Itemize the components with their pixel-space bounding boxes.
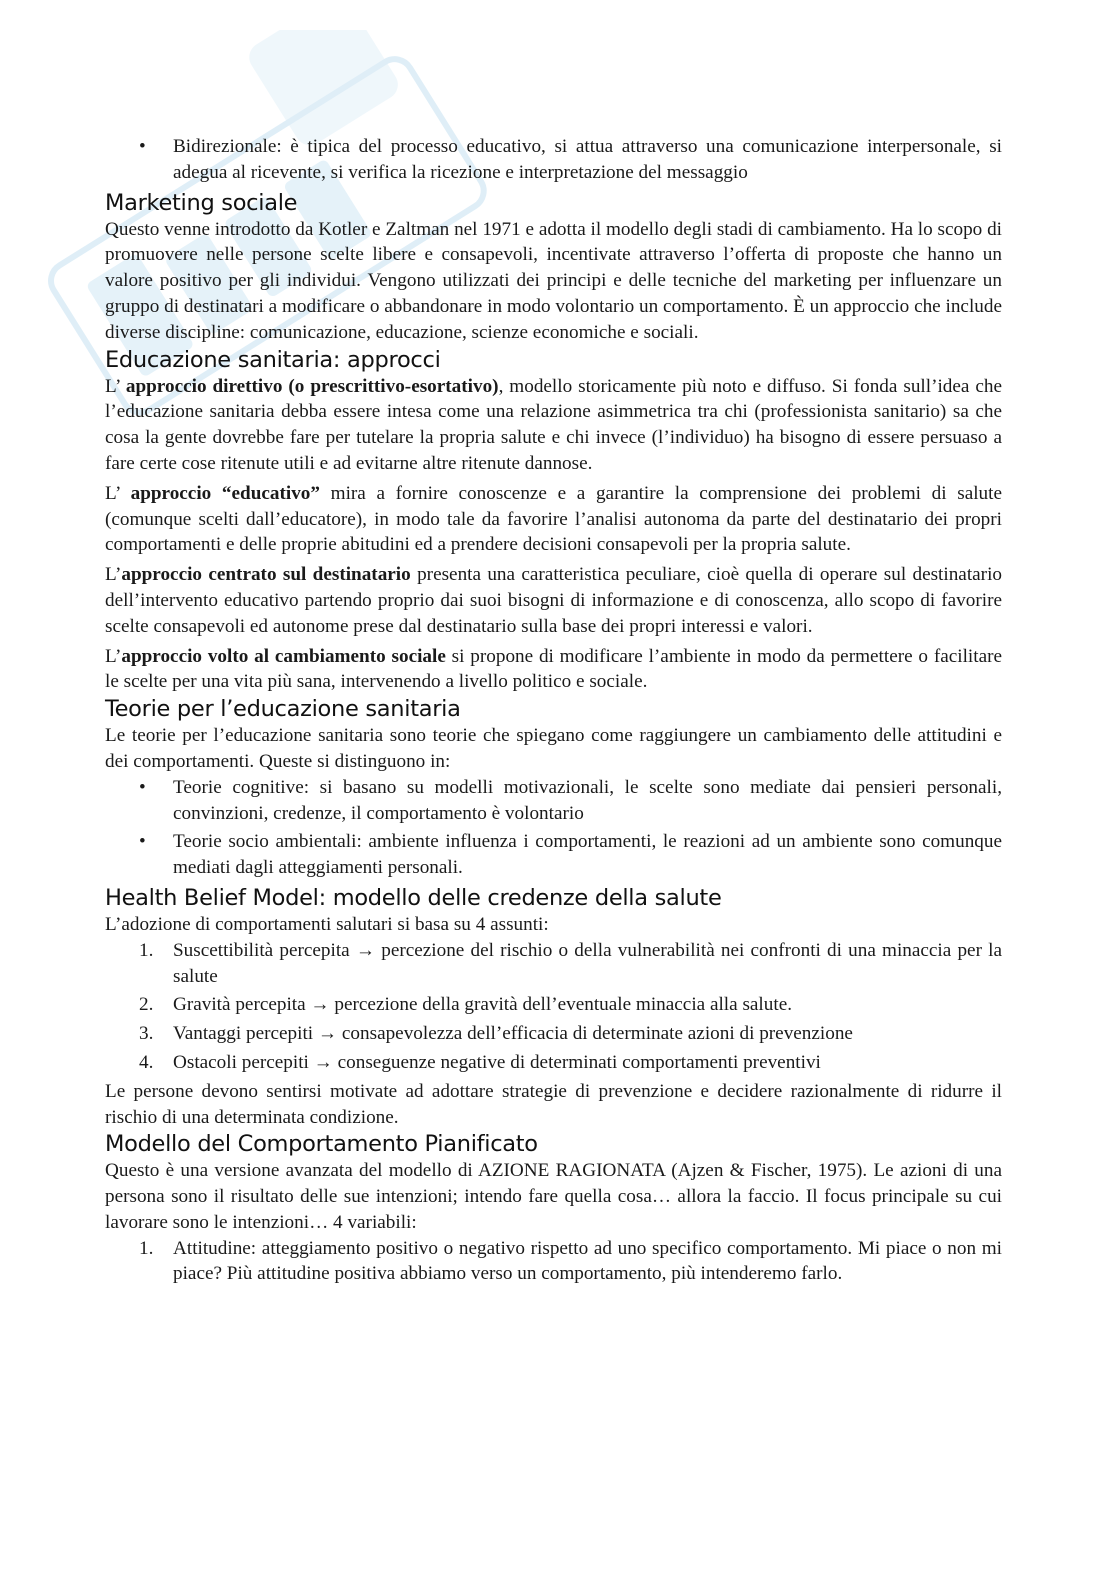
hbm-list [105, 938, 1002, 1076]
list-item: 1. Suscettibilità percepita → percezione del rischio o della vulnerabilità nei confronti di una minaccia per la salute [139, 939, 1002, 987]
approccio-direttivo-paragraph: L’ approccio direttivo (o prescrittivo-esortativo), modello storicamente più noto e diffuso. Si fonda sull’idea che l’educazione sanitaria debba essere intesa come una relazione asimmetrica tra chi (professionista sanitario) sa che cosa la gente dovrebbe fare per tutelare la propria salute e chi invece (l’individuo) ha bisogno di essere persuaso a fare certe cose ritenute utili e ad evitarne altre ritenute dannose. [105, 375, 1002, 474]
hbm-outro: Le persone devono sentirsi motivate ad adottare strategie di prevenzione e decidere razionalmente di ridurre il rischio di una determinata condizione. [105, 1080, 1002, 1128]
top-bullet-list [105, 134, 1002, 186]
section-title-marketing: Marketing sociale [105, 189, 298, 216]
approccio-sociale-paragraph: L’approccio volto al cambiamento sociale si propone di modificare l’ambiente in modo da permettere o facilitare le scelte per una vita più sana, intervenendo a livello politico e sociale. [105, 645, 1002, 693]
pianificato-paragraph: Questo è una versione avanzata del modello di AZIONE RAGIONATA (Ajzen & Fischer, 1975). Le azioni di una persona sono il risultato delle sue intenzioni; intendo fare quella cosa… allora la faccio. Il focus principale su cui lavorare sono le intenzioni… 4 variabili: [105, 1160, 1002, 1233]
document-page [105, 134, 1002, 1290]
list-item: 2. Gravità percepita → percezione della gravità dell’eventuale minaccia alla salute. [139, 994, 793, 1016]
section-title-approcci: Educazione sanitaria: approcci [105, 346, 441, 373]
section-title-pianificato: Modello del Comportamento Pianificato [105, 1131, 538, 1158]
teorie-paragraph: Le teorie per l’educazione sanitaria sono teorie che spiegano come raggiungere un cambiamento delle attitudini e dei comportamenti. Queste si distinguono in: [105, 725, 1002, 772]
list-item: • Teorie socio ambientali: ambiente influenza i comportamenti, le reazioni ad un ambiente sono comunque mediati dagli atteggiamenti personali. [105, 829, 1002, 881]
section-title-hbm: Health Belief Model: modello delle credenze della salute [105, 884, 722, 911]
pianificato-list [105, 1236, 1002, 1288]
hbm-intro: L’adozione di comportamenti salutari si basa su 4 assunti: [105, 913, 549, 935]
list-item: 3. Vantaggi percepiti → consapevolezza dell’efficacia di determinate azioni di prevenzione [139, 1023, 853, 1045]
list-item: • Teorie cognitive: si basano su modelli motivazionali, le scelte sono mediate dai pensieri personali, convinzioni, credenze, il comportamento è volontario [105, 775, 1002, 827]
list-item: 4. Ostacoli percepiti → conseguenze negative di determinati comportamenti preventivi [139, 1051, 821, 1073]
list-item: • Bidirezionale: è tipica del processo educativo, si attua attraverso una comunicazione interpersonale, si adegua al ricevente, si verifica la ricezione e interpretazione del messaggio [105, 134, 1002, 186]
list-item: 1. Attitudine: atteggiamento positivo o negativo rispetto ad uno specifico comportamento. Mi piace o non mi piace? Più attitudine positiva abbiamo verso un comportamento, più intenderemo farlo. [139, 1237, 1002, 1285]
teorie-list [105, 775, 1002, 881]
approccio-educativo-paragraph: L’ approccio “educativo” mira a fornire conoscenze e a garantire la comprensione dei problemi di salute (comunque scelti dall’educatore), in modo tale da favorire l’analisi autonoma da parte del destinatario dei propri comportamenti e delle proprie abitudini ed a prendere decisioni consapevoli per la propria salute. [105, 482, 1002, 556]
section-title-teorie: Teorie per l’educazione sanitaria [105, 696, 461, 723]
marketing-paragraph: Questo venne introdotto da Kotler e Zaltman nel 1971 e adotta il modello degli stadi di cambiamento. Ha lo scopo di promuovere nelle persone scelte libere e consapevoli, incentivate attraverso l’offerta di proposte che hanno un valore positivo per gli individui. Vengono utilizzati dei principi e delle tecniche del marketing per influenzare un gruppo di destinatari a modificare o abbandonare in modo volontario un comportamento. È un approccio che include diverse discipline: comunicazione, educazione, scienze economiche e sociali. [105, 218, 1002, 343]
approccio-destinatario-paragraph: L’approccio centrato sul destinatario presenta una caratteristica peculiare, cioè quella di operare sul destinatario dell’intervento educativo partendo proprio dai suoi bisogni di informazione e di conoscenza, allo scopo di favorire scelte consapevoli ed autonome prese dal destinatario sulla base dei propri interessi e valori. [105, 564, 1002, 637]
